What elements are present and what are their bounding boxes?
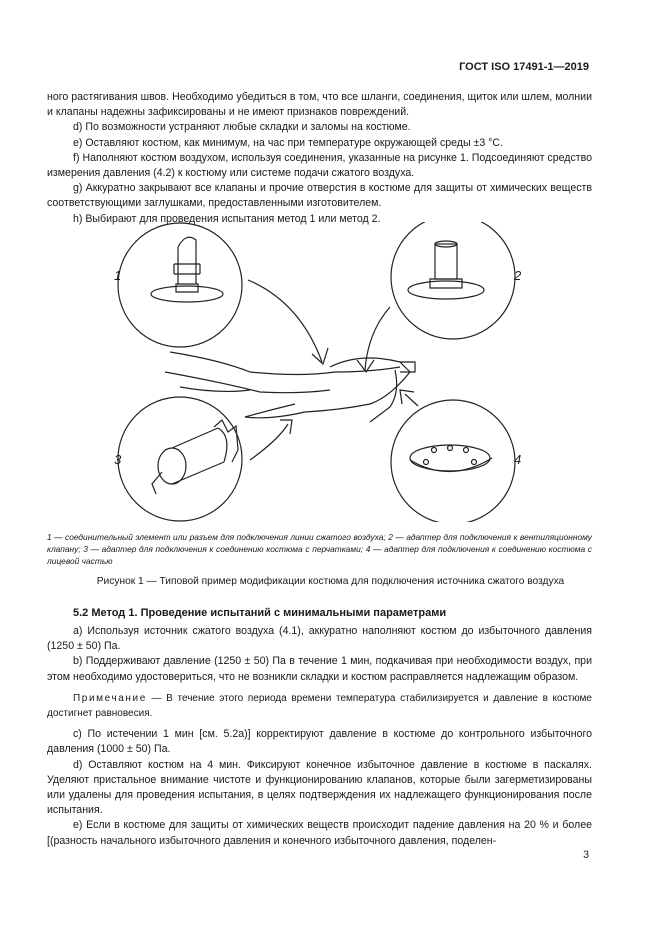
page-number: 3 <box>583 849 589 861</box>
arrow-4 <box>400 390 418 406</box>
paragraph-c: c) По истечении 1 мин [см. 5.2a)] корректируют давление в костюме до контрольного избыточного давления (1000 ± 50) Па. <box>47 728 592 756</box>
paragraph-e: e) Оставляют костюм, как минимум, на час при температуре окружающей среды ±3 °C. <box>73 136 504 149</box>
arrow-2 <box>357 307 390 372</box>
paragraph-continuation: ного растягивания швов. Необходимо убедиться в том, что все шланги, соединения, щиток или шлем, молнии и клапаны надежны зафиксированы и не имеют признаков повреждений. <box>47 91 592 119</box>
note <box>47 691 592 721</box>
arrow-1 <box>248 280 328 364</box>
paragraph-e2: e) Если в костюме для защиты от химических веществ происходит падение давления на 20 % и более [(разность начального избыточного давления и конечного избыточного давления, поделен- <box>47 819 592 847</box>
protective-suit-illustration <box>165 352 415 422</box>
paragraph-b: b) Поддерживают давление (1250 ± 50) Па в течение 1 мин, подкачивая при необходимости воздух, при этом необходимо удостовериться, что не возникли складки и костюм расправляется надлежащим образом. <box>47 655 592 683</box>
detail-2-vent-adapter-illustration <box>391 222 515 339</box>
figure-label-4: 4 <box>514 452 522 467</box>
document-code-header: ГОСТ ISO 17491-1—2019 <box>459 61 589 73</box>
figure-title: Рисунок 1 — Типовой пример модификации костюма для подключения источника сжатого воздуха <box>96 576 565 587</box>
note-label: Примечание <box>73 692 147 704</box>
paragraph-g: g) Аккуратно закрывают все клапаны и прочие отверстия в костюме для защиты от химических веществ соответствующими заглушками, предоставленными изготовителем. <box>47 182 592 210</box>
paragraph-d2: d) Оставляют костюм на 4 мин. Фиксируют конечное избыточное давление в костюме в паскалях. Уделяют пристальное внимание чистоте и функционированию клапанов, которые были загерметизированы или удалены для проведения испытания, в целях подтверждения их надлежащего функционирования после испытания. <box>47 758 592 817</box>
figure-legend: 1 — соединительный элемент или разъем для подключения линии сжатого воздуха; 2 — адаптер для подключения к вентиляционному клапану; 3 — адаптер для подключения к соединению костюма с перчатками; 4 — адаптер для подключения к соединению костюма с лицевой частью <box>47 532 592 566</box>
paragraph-d: d) По возможности устраняют любые складки и заломы на костюме. <box>73 121 411 134</box>
detail-1-connector-illustration <box>118 223 242 347</box>
figure-label-1: 1 <box>114 268 122 283</box>
figure-label-2: 2 <box>514 268 522 283</box>
intro-paragraphs <box>47 90 592 227</box>
paragraph-f: f) Наполняют костюм воздухом, используя соединения, указанные на рисунке 1. Подсоединяют средство измерения давления (4.2) к костюму или системе подачи сжатого воздуха. <box>47 151 592 180</box>
method-paragraphs <box>47 624 592 849</box>
figure-1-drawing <box>100 222 560 522</box>
paragraph-a: a) Используя источник сжатого воздуха (4.1), аккуратно наполняют костюм до избыточного давления (1250 ± 50) Па. <box>47 625 592 653</box>
figure-label-3: 3 <box>114 452 122 467</box>
detail-3-glove-adapter-illustration <box>118 397 242 521</box>
note-text: — В течение этого периода времени температура стабилизируется и давление в костюме достигнет равновесия. <box>47 692 592 720</box>
section-heading: 5.2 Метод 1. Проведение испытаний с минимальными параметрами <box>73 607 447 619</box>
figure-1 <box>100 222 560 522</box>
detail-4-face-adapter-illustration <box>391 400 515 522</box>
paragraph-h: h) Выбирают для проведения испытания метод 1 или метод 2. <box>73 212 381 225</box>
arrow-3 <box>250 420 292 460</box>
